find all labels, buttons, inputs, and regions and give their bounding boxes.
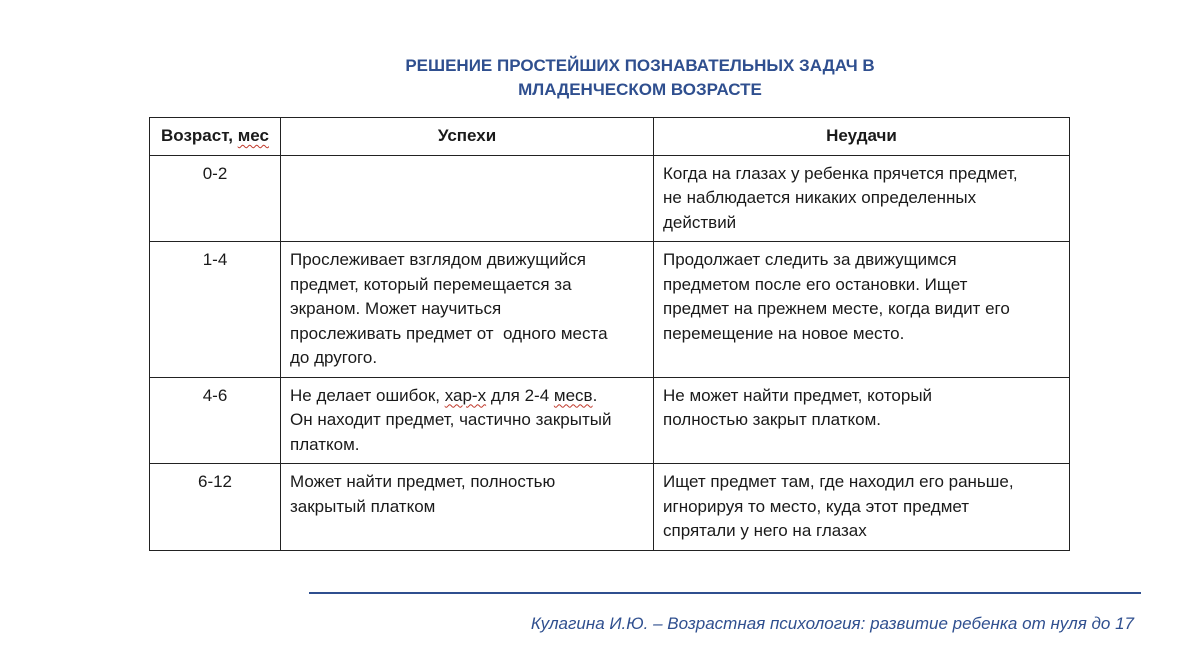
success-cell: Не делает ошибок, хар-х для 2-4 месв. Он находит предмет, частично закрытый платком. (281, 377, 654, 464)
header-age: Возраст, мес (150, 118, 281, 156)
footer-citation: Кулагина И.Ю. – Возрастная психология: развитие ребенка от нуля до 17 (530, 614, 1134, 633)
success-cell: Прослеживает взглядом движущийся предмет, который перемещается за экраном. Может научиться прослеживать предмет от одного места до другого. (281, 242, 654, 378)
failure-cell: Ищет предмет там, где находил его раньше, игнорируя то место, куда этот предмет спрятали у него на глазах (654, 464, 1070, 551)
table-row (150, 377, 1070, 464)
failure-cell: Не может найти предмет, который полностью закрыт платком. (654, 377, 1070, 464)
failure-cell: Продолжает следить за движущимся предметом после его остановки. Ищет предмет на прежнем месте, когда видит его перемещение на новое место. (654, 242, 1070, 378)
table-row (150, 242, 1070, 378)
cognitive-tasks-table (149, 117, 1070, 551)
failure-cell: Когда на глазах у ребенка прячется предмет, не наблюдается никаких определенных действий (654, 155, 1070, 242)
title-line-2: МЛАДЕНЧЕСКОМ ВОЗРАСТЕ (518, 80, 762, 99)
footer-divider (309, 592, 1141, 594)
header-age-unit: мес (237, 126, 269, 145)
table-row (150, 155, 1070, 242)
age-cell: 1-4 (150, 242, 281, 378)
success-cell (281, 155, 654, 242)
header-success: Успехи (281, 118, 654, 156)
age-cell: 0-2 (150, 155, 281, 242)
header-failure: Неудачи (654, 118, 1070, 156)
table-header-row (150, 118, 1070, 156)
page-title (300, 54, 980, 102)
success-cell: Может найти предмет, полностью закрытый платком (281, 464, 654, 551)
age-cell: 4-6 (150, 377, 281, 464)
table-row (150, 464, 1070, 551)
age-cell: 6-12 (150, 464, 281, 551)
title-line-1: РЕШЕНИЕ ПРОСТЕЙШИХ ПОЗНАВАТЕЛЬНЫХ ЗАДАЧ В (405, 56, 875, 75)
